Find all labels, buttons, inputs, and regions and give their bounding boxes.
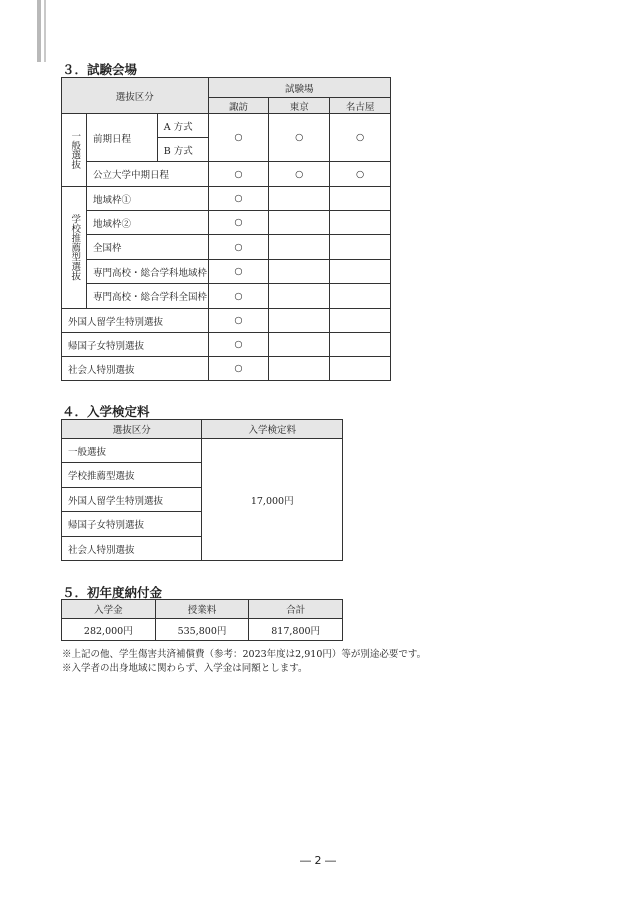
header-category: 選抜区分: [62, 78, 209, 114]
group-general: 一般選抜: [62, 114, 87, 187]
group-school: 学校推薦型選抜: [62, 187, 87, 309]
mark-cell: ○: [208, 333, 269, 357]
row-zenkoku: 全国枠: [86, 235, 208, 260]
margin-decoration-bar: [37, 0, 41, 62]
row-kikoku: 帰国子女特別選抜: [62, 333, 209, 357]
note-admission: ※入学者の出身地域に関わらず、入学金は同額とします。: [62, 663, 308, 674]
row-senmon-chiiki: 専門高校・総合学科地域枠: [86, 260, 208, 284]
venue-table: [61, 77, 391, 381]
mark-cell: ○: [208, 211, 269, 235]
mark-cell: ○: [269, 114, 330, 162]
row-a-method: A 方式: [157, 114, 208, 138]
empty-cell: [269, 235, 330, 260]
mark-cell: ○: [269, 162, 330, 187]
fee-row-label: 一般選抜: [62, 439, 202, 463]
margin-decoration-bar: [44, 0, 46, 62]
value-tuition: 535,800円: [155, 619, 249, 641]
empty-cell: [330, 284, 391, 309]
empty-cell: [330, 187, 391, 211]
value-total: 817,800円: [249, 619, 343, 641]
note-insurance: ※上記の他、学生傷害共済補償費（参考：2023年度は2,910円）等が別途必要です。: [62, 649, 427, 660]
section5-heading: ５．初年度納付金: [62, 585, 163, 600]
header-venue-tokyo: 東京: [269, 98, 330, 114]
header-total: 合計: [249, 600, 343, 619]
empty-cell: [269, 284, 330, 309]
fee-row-label: 社会人特別選抜: [62, 537, 202, 561]
fee-row-label: 学校推薦型選抜: [62, 463, 202, 488]
mark-cell: ○: [208, 235, 269, 260]
page-number: ― 2 ―: [300, 854, 336, 867]
mark-cell: ○: [330, 162, 391, 187]
empty-cell: [330, 235, 391, 260]
fee-table: [61, 419, 343, 561]
section3-heading: ３．試験会場: [62, 62, 138, 77]
row-senmon-zenkoku: 専門高校・総合学科全国枠: [86, 284, 208, 309]
section4-heading: ４．入学検定料: [62, 404, 150, 419]
payment-table: [61, 599, 343, 641]
empty-cell: [269, 357, 330, 381]
empty-cell: [330, 260, 391, 284]
mark-cell: ○: [208, 260, 269, 284]
header-admission: 入学金: [62, 600, 156, 619]
header-fee: 入学検定料: [202, 420, 343, 439]
mark-cell: ○: [208, 309, 269, 333]
row-zenki: 前期日程: [86, 114, 157, 162]
mark-cell: ○: [208, 357, 269, 381]
mark-cell: ○: [330, 114, 391, 162]
row-gaikoku: 外国人留学生特別選抜: [62, 309, 209, 333]
empty-cell: [330, 309, 391, 333]
fee-row-label: 帰国子女特別選抜: [62, 512, 202, 537]
empty-cell: [330, 211, 391, 235]
row-shakaijin: 社会人特別選抜: [62, 357, 209, 381]
header-venue-suwa: 諏訪: [208, 98, 269, 114]
mark-cell: ○: [208, 284, 269, 309]
row-koritsu: 公立大学中期日程: [86, 162, 208, 187]
empty-cell: [269, 309, 330, 333]
row-chiiki1: 地域枠①: [86, 187, 208, 211]
row-chiiki2: 地域枠②: [86, 211, 208, 235]
empty-cell: [269, 187, 330, 211]
empty-cell: [269, 333, 330, 357]
header-venue-nagoya: 名古屋: [330, 98, 391, 114]
header-venue: 試験場: [208, 78, 390, 98]
value-admission: 282,000円: [62, 619, 156, 641]
mark-cell: ○: [208, 114, 269, 162]
empty-cell: [330, 333, 391, 357]
mark-cell: ○: [208, 187, 269, 211]
fee-row-label: 外国人留学生特別選抜: [62, 488, 202, 512]
row-b-method: B 方式: [157, 138, 208, 162]
empty-cell: [269, 211, 330, 235]
empty-cell: [269, 260, 330, 284]
header-category: 選抜区分: [62, 420, 202, 439]
empty-cell: [330, 357, 391, 381]
mark-cell: ○: [208, 162, 269, 187]
header-tuition: 授業料: [155, 600, 249, 619]
fee-value: 17,000円: [202, 439, 343, 561]
